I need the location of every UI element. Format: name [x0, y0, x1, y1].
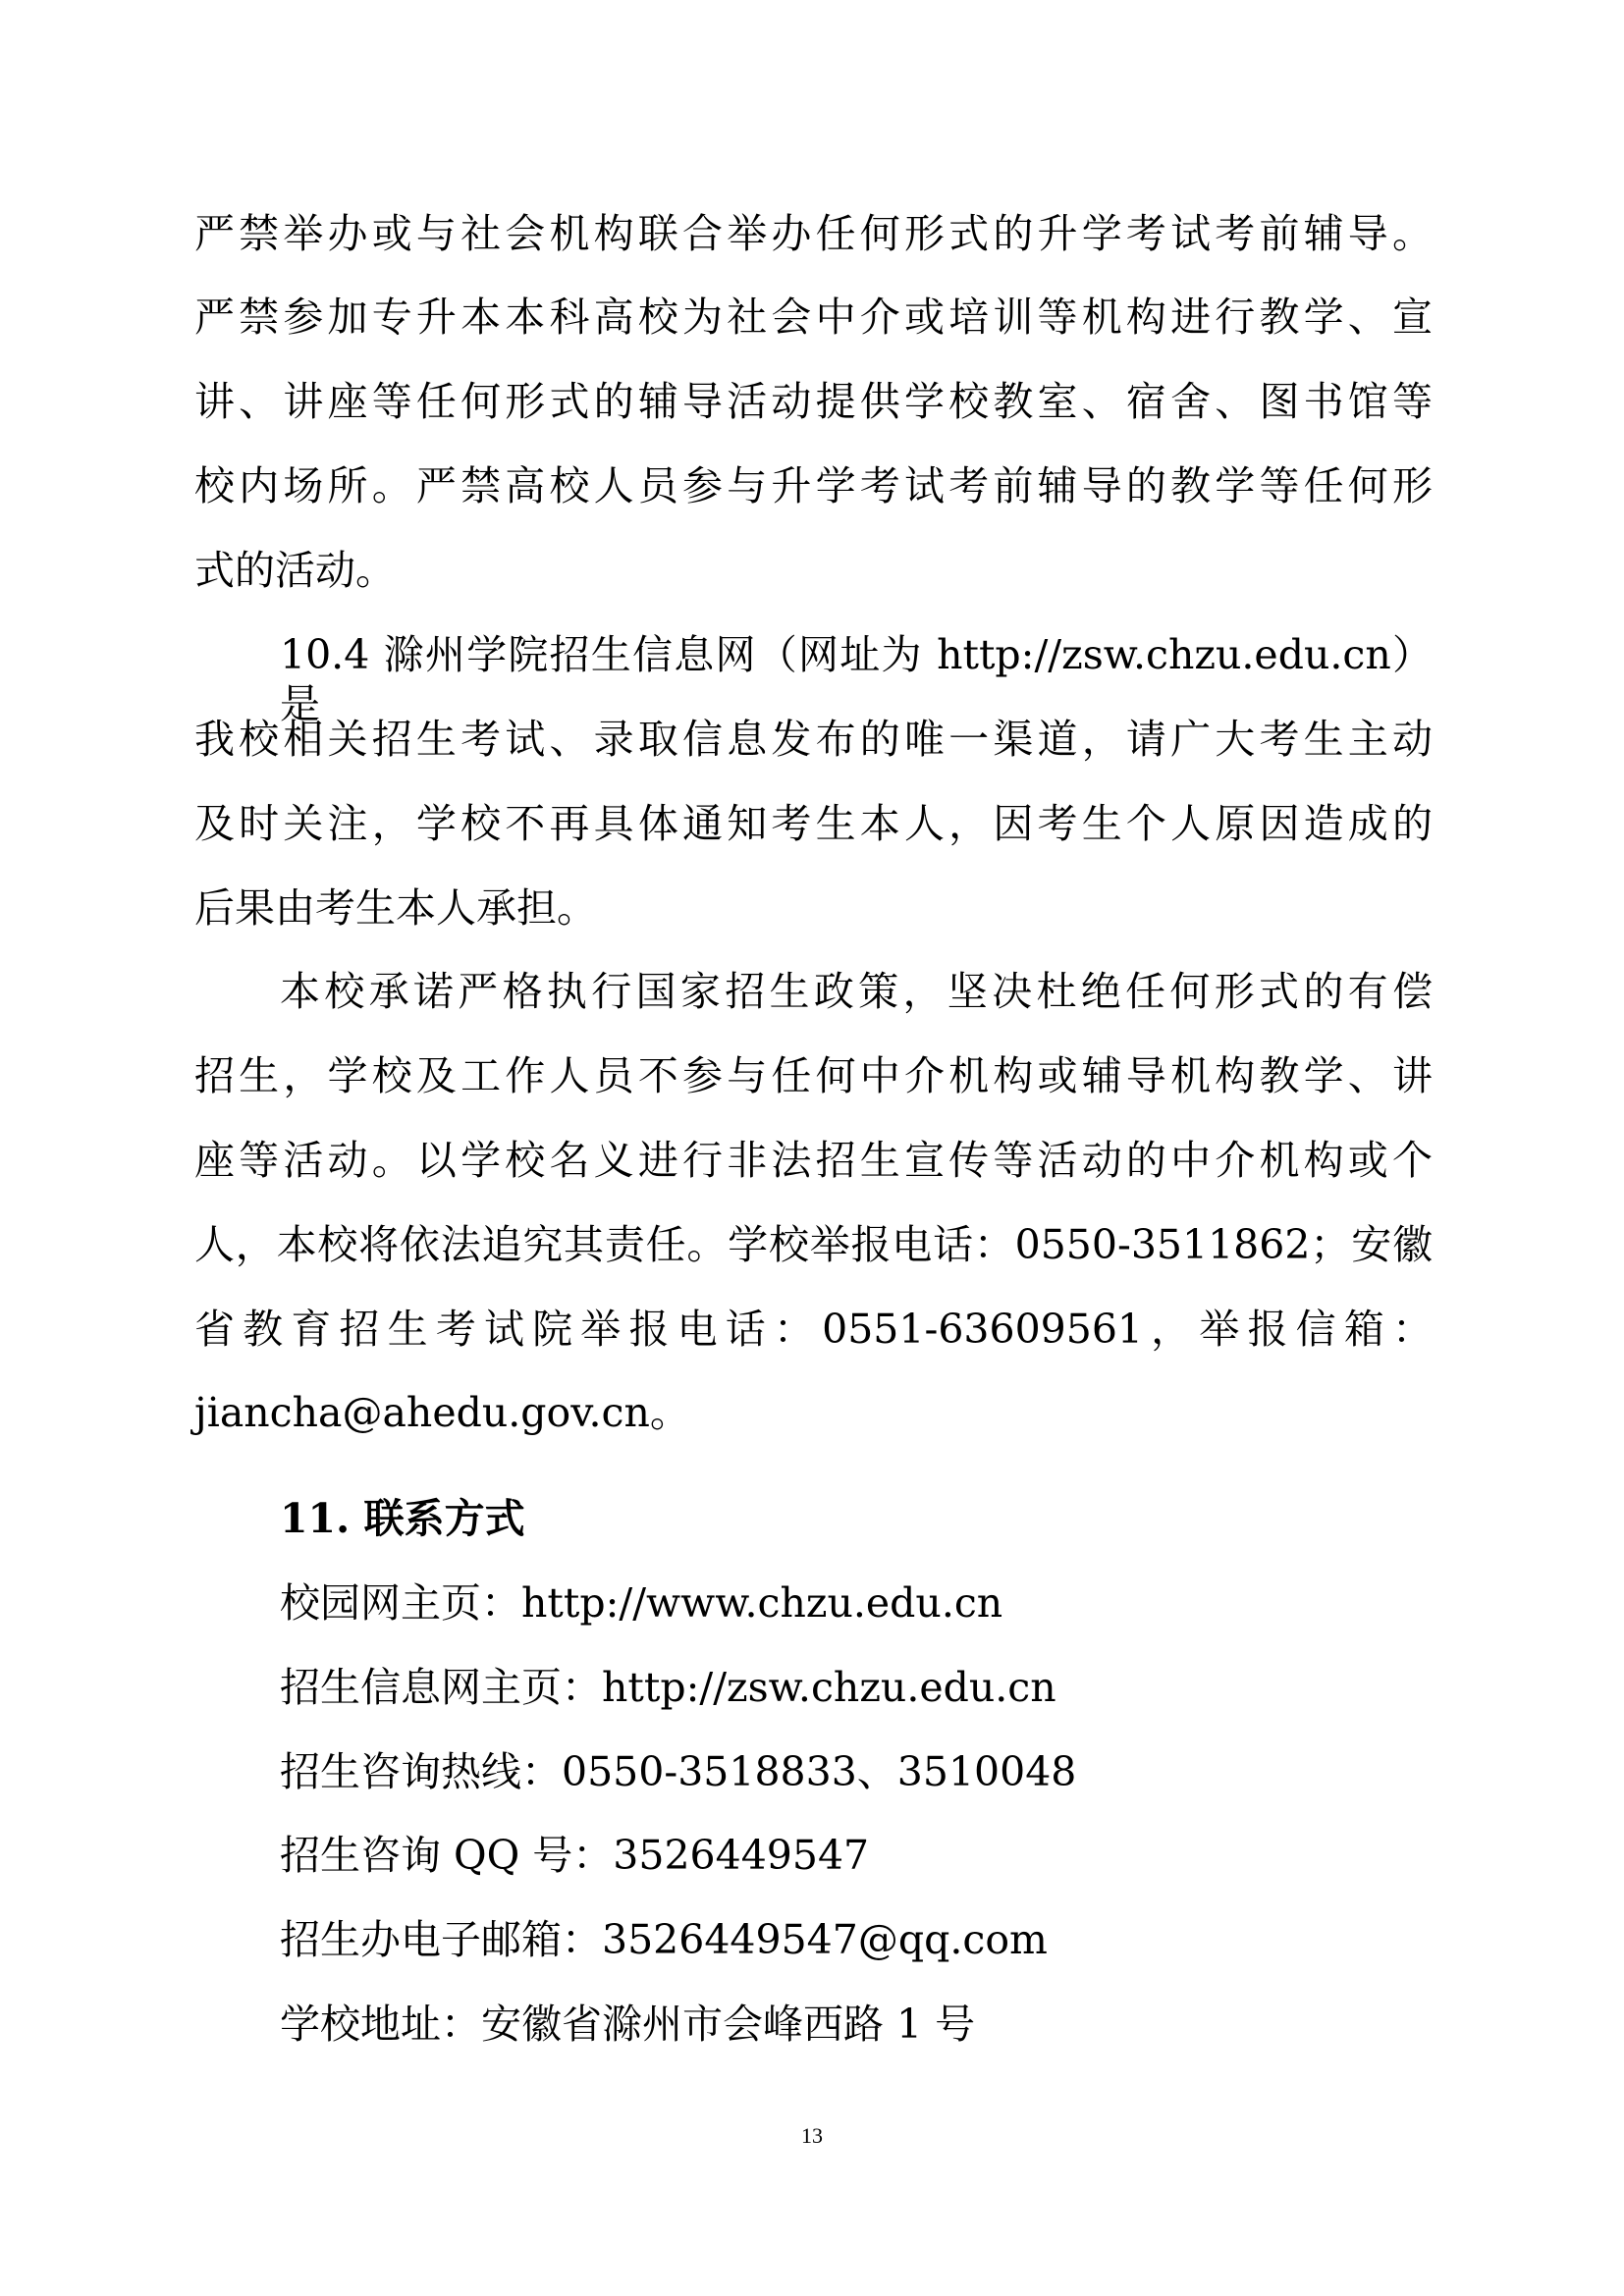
paragraph-line: 式的活动。 — [194, 547, 396, 594]
section-heading: 11. 联系方式 — [280, 1495, 525, 1542]
paragraph-line: 及时关注，学校不再具体通知考生本人，因考生个人原因造成的 — [194, 800, 1433, 847]
paragraph-line: 讲、讲座等任何形式的辅导活动提供学校教室、宿舍、图书馆等 — [194, 378, 1433, 425]
contact-email: 招生办电子邮箱：3526449547@qq.com — [280, 1916, 1048, 1963]
contact-hotline: 招生咨询热线：0550-3518833、3510048 — [280, 1748, 1077, 1795]
paragraph-line: 人，本校将依法追究其责任。学校举报电话：0550-3511862；安徽 — [194, 1221, 1433, 1268]
contact-address: 学校地址：安徽省滁州市会峰西路 1 号 — [280, 2001, 976, 2048]
paragraph-line: 座等活动。以学校名义进行非法招生宣传等活动的中介机构或个 — [194, 1137, 1433, 1184]
contact-qq: 招生咨询 QQ 号：3526449547 — [280, 1832, 870, 1879]
paragraph-line: 严禁举办或与社会机构联合举办任何形式的升学考试考前辅导。 — [194, 210, 1433, 257]
contact-homepage: 校园网主页：http://www.chzu.edu.cn — [280, 1579, 1003, 1627]
paragraph-line: 校内场所。严禁高校人员参与升学考试考前辅导的教学等任何形 — [194, 462, 1433, 509]
paragraph-line: 招生，学校及工作人员不参与任何中介机构或辅导机构教学、讲 — [194, 1052, 1433, 1099]
paragraph-line: 后果由考生本人承担。 — [194, 884, 597, 932]
paragraph-line: 严禁参加专升本本科高校为社会中介或培训等机构进行教学、宣 — [194, 294, 1433, 341]
contact-admissions-site: 招生信息网主页：http://zsw.chzu.edu.cn — [280, 1664, 1056, 1711]
paragraph-line: 我校相关招生考试、录取信息发布的唯一渠道，请广大考生主动 — [194, 716, 1433, 763]
page-number: 13 — [801, 2123, 823, 2148]
paragraph-line: jiancha@ahedu.gov.cn。 — [194, 1389, 690, 1436]
paragraph-line: 省教育招生考试院举报电话：0551-63609561，举报信箱： — [194, 1306, 1433, 1353]
paragraph-line: 10.4 滁州学院招生信息网（网址为 http://zsw.chzu.edu.cn）是 — [280, 631, 1433, 727]
paragraph-line: 本校承诺严格执行国家招生政策，坚决杜绝任何形式的有偿 — [280, 968, 1433, 1015]
